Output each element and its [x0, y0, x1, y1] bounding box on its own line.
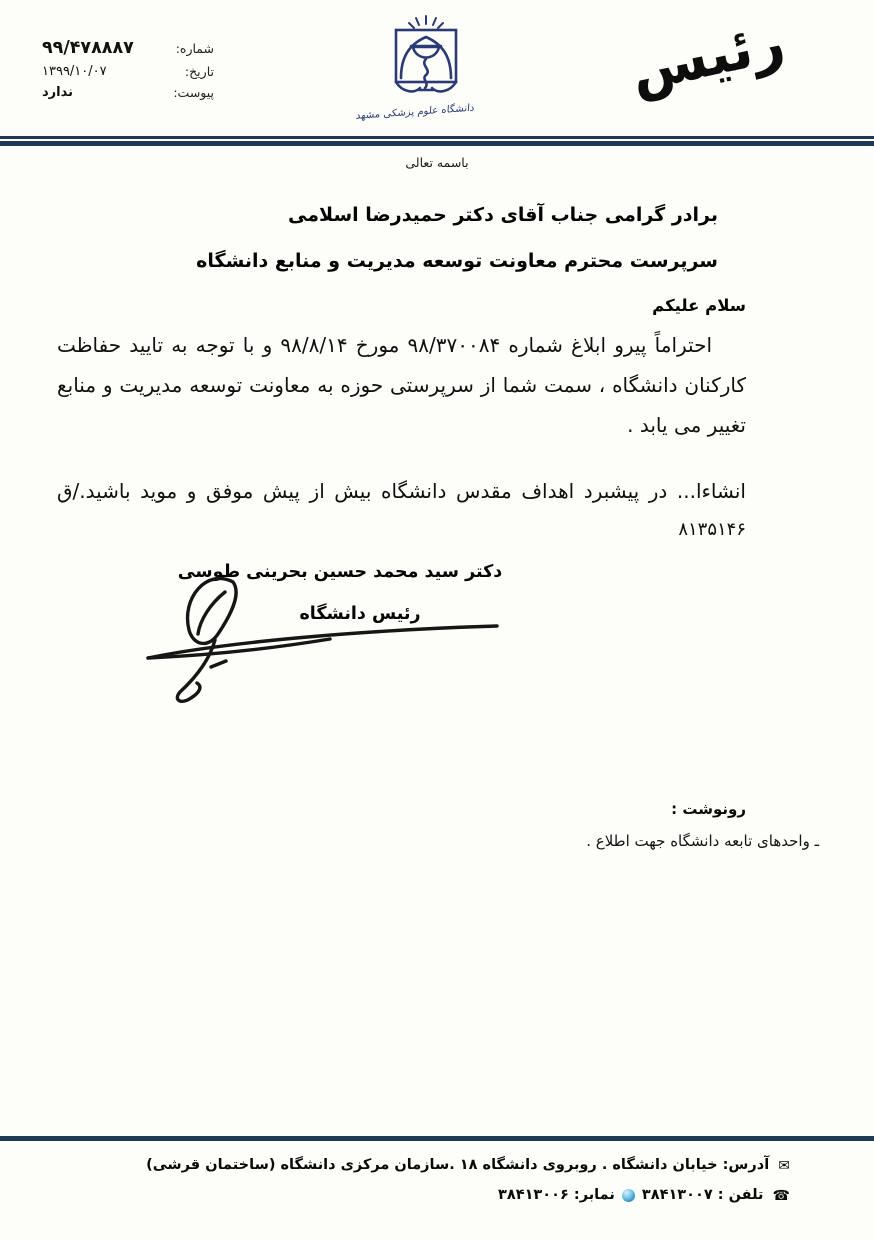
university-logo: [355, 14, 475, 122]
addressee-title: سرپرست محترم معاونت توسعه مدیریت و منابع دانشگاه: [196, 250, 718, 272]
header-separator: [0, 136, 874, 146]
ref-number-value: ۹۹/۴۷۸۸۸۷: [42, 38, 134, 58]
ref-date-value: ۱۳۹۹/۱۰/۰۷: [42, 64, 107, 79]
salutation: سلام علیکم: [652, 296, 746, 315]
addressee-name: برادر گرامی جناب آقای دکتر حمیدرضا اسلامی: [288, 204, 718, 226]
university-logo-caption: دانشگاه علوم پزشکی مشهد: [355, 102, 475, 122]
address-label: آدرس:: [722, 1157, 770, 1173]
cc-item: ـ واحدهای تابعه دانشگاه جهت اطلاع .: [586, 832, 819, 850]
footer-block: [146, 1150, 790, 1210]
fax-ball-icon: [622, 1189, 635, 1202]
ref-attachment-row: [42, 85, 214, 100]
signer-name: دکتر سید محمد حسین بحرینی طوسی: [177, 562, 503, 582]
ref-date-label: تاریخ:: [184, 64, 214, 79]
ref-number-label: شماره:: [175, 40, 214, 56]
ref-attachment-value: ندارد: [42, 85, 74, 100]
cc-block: [513, 800, 819, 850]
fax-value: ۳۸۴۱۳۰۰۶: [498, 1187, 569, 1203]
closing-line: انشاءا... در پیشبرد اهداف مقدس دانشگاه بیش از پیش موفق و موید باشید./ق: [57, 479, 746, 503]
signature-block: [150, 562, 530, 624]
basmala-text: باسمه تعالی: [405, 155, 469, 170]
fax-label: نمابر:: [573, 1187, 615, 1203]
footer-address-line: [146, 1150, 790, 1180]
body-paragraph: احتراماً پیرو ابلاغ شماره ۹۸/۳۷۰۰۸۴ مورخ ۹۸/۸/۱۴ و با توجه به تایید حفاظت کارکنان دانشگاه ، سمت شما از سرپرستی حوزه به معاونت توسعه مدیریت و منابع تغییر می یابد .: [57, 333, 746, 437]
president-calligraphy: رئیس: [624, 9, 791, 106]
reference-block: [42, 38, 214, 106]
addressee-block: [196, 192, 718, 284]
university-emblem-icon: [378, 14, 474, 106]
phone-label: تلفن :: [717, 1187, 764, 1203]
ref-date-row: [42, 64, 214, 79]
separator-thick-line: [0, 141, 874, 146]
telephone-icon: ☎: [772, 1188, 790, 1204]
footer-separator: [0, 1136, 874, 1141]
cc-label: رونوشت :: [671, 800, 746, 818]
ref-attachment-label: پیوست:: [173, 85, 214, 100]
signer-title: رئیس دانشگاه: [299, 604, 421, 624]
address-value: خیابان دانشگاه . روبروی دانشگاه ۱۸ .سازمان مرکزی دانشگاه (ساختمان قرشی): [146, 1157, 718, 1173]
footer-phone-line: [146, 1180, 790, 1210]
phone-value: ۳۸۴۱۳۰۰۷: [641, 1187, 713, 1203]
letter-body: [57, 296, 746, 549]
envelope-icon: ✉: [778, 1158, 790, 1174]
closing-code: ۸۱۳۵۱۴۶: [678, 519, 746, 540]
ref-number-row: [42, 38, 214, 58]
